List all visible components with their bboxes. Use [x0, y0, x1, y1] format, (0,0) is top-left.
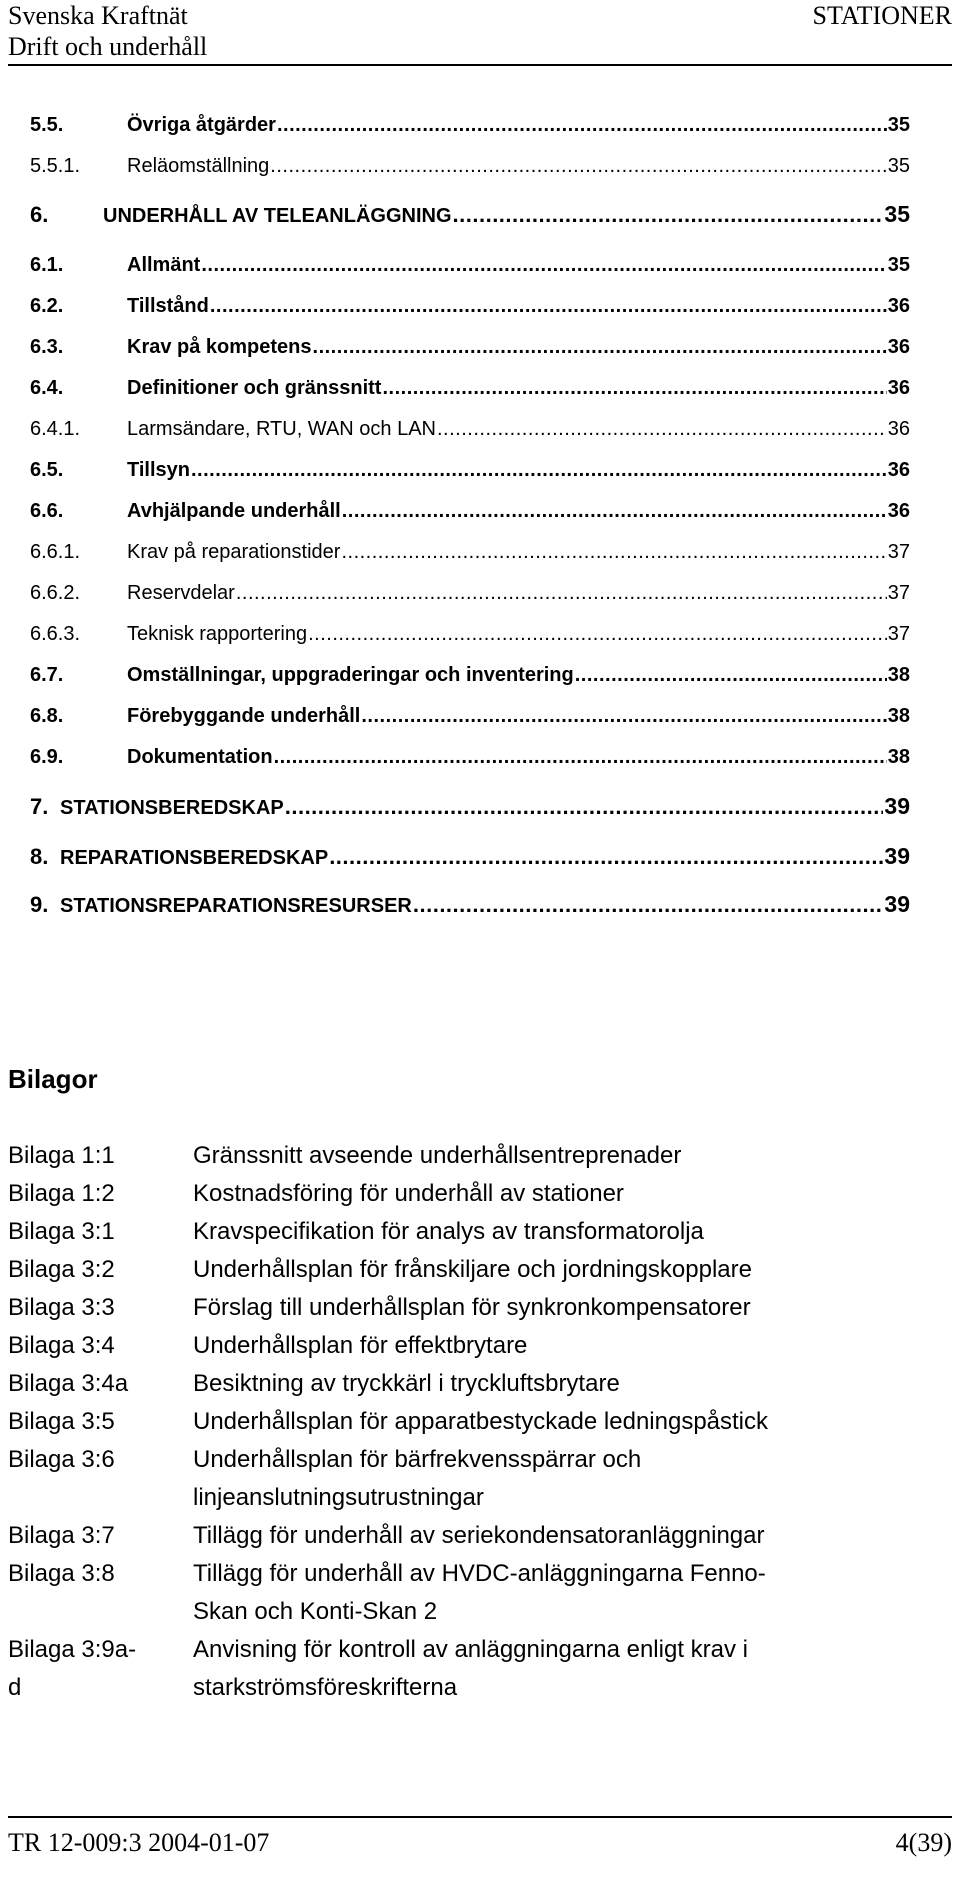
toc-page: 36 — [887, 418, 910, 440]
toc-number: 6.4. — [30, 377, 64, 399]
bilaga-code: Bilaga 3:1 — [8, 1218, 115, 1245]
toc-page: 39 — [884, 843, 910, 869]
toc-page: 36 — [887, 295, 910, 317]
bilaga-code: Bilaga 3:5 — [8, 1408, 115, 1435]
bilaga-code: Bilaga 3:4 — [8, 1332, 115, 1359]
list-item — [8, 1213, 938, 1251]
toc-number: 5.5.1. — [30, 155, 81, 177]
toc-title: Reläomställning — [127, 155, 270, 177]
toc-number: 6.8. — [30, 705, 64, 727]
toc-number: 6.6.3. — [30, 623, 81, 645]
toc-number: 8. — [30, 844, 49, 869]
toc-entry[interactable] — [30, 196, 910, 254]
bilaga-code: Bilaga 3:3 — [8, 1294, 115, 1321]
toc-page: 35 — [887, 114, 910, 136]
bilaga-desc-line: Tillägg för underhåll av HVDC-anläggningarna Fenno- — [193, 1560, 766, 1587]
toc-page: 38 — [887, 705, 910, 727]
header-subtitle: Drift och underhåll — [8, 32, 208, 61]
toc-entry[interactable] — [30, 336, 910, 377]
toc-title: Övriga åtgärder — [127, 114, 276, 136]
toc-page: 39 — [884, 891, 910, 917]
toc-page: 36 — [887, 336, 910, 358]
toc-leader — [270, 155, 886, 178]
toc-entry[interactable] — [30, 155, 910, 196]
toc-leader — [313, 336, 887, 359]
toc-entry[interactable] — [30, 295, 910, 336]
toc-title: Krav på reparationstider — [127, 541, 341, 563]
toc-entry[interactable] — [30, 705, 910, 746]
toc-number: 6. — [30, 202, 49, 227]
toc-leader — [453, 202, 884, 228]
toc-title: STATIONSREPARATIONSRESURSER — [60, 895, 412, 917]
toc-title: Reservdelar — [127, 582, 235, 604]
toc-entry[interactable] — [30, 623, 910, 664]
toc-leader — [191, 459, 887, 482]
toc-entry[interactable] — [30, 891, 910, 939]
bilaga-desc: Gränssnitt avseende underhållsentreprenader — [193, 1142, 682, 1169]
footer-date: 2004-01-07 — [148, 1828, 270, 1857]
bilaga-code-line: Bilaga 3:9a- — [8, 1636, 137, 1663]
toc-entry[interactable] — [30, 254, 910, 295]
toc-leader — [413, 892, 884, 918]
bilaga-desc: Underhållsplan för effektbrytare — [193, 1332, 528, 1359]
toc-entry[interactable] — [30, 459, 910, 500]
list-item — [8, 1631, 938, 1707]
bilaga-desc-line: Skan och Konti-Skan 2 — [193, 1598, 438, 1625]
toc-page: 38 — [887, 664, 910, 686]
bilaga-code: Bilaga 3:6 — [8, 1446, 115, 1473]
bilaga-desc — [193, 1631, 938, 1707]
list-item — [8, 1403, 938, 1441]
footer-doc-id: TR 12-009:3 — [8, 1828, 142, 1857]
list-item — [8, 1251, 938, 1289]
toc-entry[interactable] — [30, 843, 910, 891]
bilaga-code: Bilaga 1:2 — [8, 1180, 115, 1207]
toc-number: 6.6.1. — [30, 541, 81, 563]
bilaga-code-line: d — [8, 1674, 22, 1701]
toc-title: Definitioner och gränssnitt — [127, 377, 382, 399]
list-item — [8, 1327, 938, 1365]
toc-leader — [285, 794, 884, 820]
header-org: Svenska Kraftnät — [8, 1, 188, 30]
toc-leader — [277, 114, 887, 137]
toc-leader — [437, 418, 887, 441]
toc-entry[interactable] — [30, 787, 910, 843]
list-item — [8, 1175, 938, 1213]
toc-leader — [361, 705, 886, 728]
bilaga-desc: Tillägg för underhåll av seriekondensatoranläggningar — [193, 1522, 765, 1549]
toc-title: Dokumentation — [127, 746, 273, 768]
toc-title: UNDERHÅLL AV TELEANLÄGGNING — [103, 205, 452, 227]
bilaga-code: Bilaga 1:1 — [8, 1142, 115, 1169]
bilaga-desc: Besiktning av tryckkärl i tryckluftsbrytare — [193, 1370, 620, 1397]
toc-page: 36 — [887, 459, 910, 481]
toc-number: 6.6.2. — [30, 582, 81, 604]
header-doc-type: STATIONER — [812, 1, 952, 30]
toc-page: 35 — [887, 155, 910, 177]
toc-entry[interactable] — [30, 582, 910, 623]
footer-page-number: 4(39) — [895, 1828, 952, 1857]
toc-leader — [201, 254, 886, 277]
toc-leader — [382, 377, 886, 400]
toc-title: Tillsyn — [127, 459, 190, 481]
toc-title: Förebyggande underhåll — [127, 705, 361, 727]
toc-number: 6.4.1. — [30, 418, 81, 440]
list-item — [8, 1289, 938, 1327]
bilaga-desc: Kravspecifikation för analys av transformatorolja — [193, 1218, 704, 1245]
bilaga-code: Bilaga 3:2 — [8, 1256, 115, 1283]
bilagor-list — [8, 1137, 938, 1707]
table-of-contents — [30, 114, 910, 939]
toc-title: Krav på kompetens — [127, 336, 312, 358]
toc-number: 6.2. — [30, 295, 64, 317]
toc-number: 9. — [30, 892, 49, 917]
bilaga-code — [8, 1631, 193, 1707]
toc-leader — [342, 500, 887, 523]
toc-page: 35 — [884, 201, 910, 227]
toc-leader — [575, 664, 887, 687]
bilaga-desc-line: Anvisning för kontroll av anläggningarna enligt krav i — [193, 1636, 748, 1663]
toc-page: 37 — [887, 541, 910, 563]
toc-leader — [341, 541, 886, 564]
toc-leader — [210, 295, 887, 318]
toc-entry[interactable] — [30, 664, 910, 705]
header-rule — [8, 64, 952, 66]
bilaga-desc: Underhållsplan för frånskiljare och jordningskopplare — [193, 1256, 752, 1283]
toc-page: 39 — [884, 793, 910, 819]
toc-page: 36 — [887, 500, 910, 522]
bilaga-code: Bilaga 3:4a — [8, 1370, 129, 1397]
toc-title: Tillstånd — [127, 295, 209, 317]
toc-title: Teknisk rapportering — [127, 623, 308, 645]
bilaga-desc-line: starkströmsföreskrifterna — [193, 1674, 458, 1701]
toc-entry[interactable] — [30, 500, 910, 541]
bilagor-heading: Bilagor — [8, 1064, 98, 1094]
toc-entry[interactable] — [30, 418, 910, 459]
bilaga-desc: Kostnadsföring för underhåll av stationer — [193, 1180, 624, 1207]
footer-doc-ref — [8, 1828, 269, 1858]
list-item — [8, 1441, 938, 1517]
toc-leader — [236, 582, 887, 605]
toc-page: 35 — [887, 254, 910, 276]
toc-entry[interactable] — [30, 114, 910, 155]
bilaga-desc — [193, 1441, 938, 1517]
page-header — [8, 0, 952, 62]
bilaga-code: Bilaga 3:8 — [8, 1560, 115, 1587]
toc-number: 6.9. — [30, 746, 64, 768]
toc-entry[interactable] — [30, 377, 910, 418]
toc-leader — [308, 623, 887, 646]
toc-title: Allmänt — [127, 254, 201, 276]
page-footer — [8, 1828, 952, 1858]
toc-number: 5.5. — [30, 114, 64, 136]
bilaga-desc-line: Underhållsplan för bärfrekvensspärrar och — [193, 1446, 642, 1473]
toc-title: REPARATIONSBEREDSKAP — [60, 847, 329, 869]
bilaga-desc: Underhållsplan för apparatbestyckade ledningspåstick — [193, 1408, 769, 1435]
bilaga-desc: Förslag till underhållsplan för synkronkompensatorer — [193, 1294, 751, 1321]
footer-rule — [8, 1816, 952, 1818]
toc-number: 6.5. — [30, 459, 64, 481]
toc-number: 6.3. — [30, 336, 64, 358]
toc-leader — [274, 746, 887, 769]
toc-number: 6.7. — [30, 664, 64, 686]
list-item — [8, 1365, 938, 1403]
toc-title: Avhjälpande underhåll — [127, 500, 341, 522]
toc-number: 6.6. — [30, 500, 64, 522]
toc-page: 37 — [887, 623, 910, 645]
list-item — [8, 1137, 938, 1175]
toc-title: Omställningar, uppgraderingar och inventering — [127, 664, 574, 686]
bilaga-code: Bilaga 3:7 — [8, 1522, 115, 1549]
toc-number: 7. — [30, 794, 49, 819]
toc-page: 37 — [887, 582, 910, 604]
toc-page: 38 — [887, 746, 910, 768]
toc-entry[interactable] — [30, 541, 910, 582]
toc-title: Larmsändare, RTU, WAN och LAN — [127, 418, 436, 440]
list-item — [8, 1555, 938, 1631]
toc-number: 6.1. — [30, 254, 64, 276]
bilaga-desc-line: linjeanslutningsutrustningar — [193, 1484, 484, 1511]
bilaga-desc — [193, 1555, 938, 1631]
toc-page: 36 — [887, 377, 910, 399]
list-item — [8, 1517, 938, 1555]
toc-entry[interactable] — [30, 746, 910, 787]
toc-leader — [329, 844, 883, 870]
toc-title: STATIONSBEREDSKAP — [60, 797, 284, 819]
